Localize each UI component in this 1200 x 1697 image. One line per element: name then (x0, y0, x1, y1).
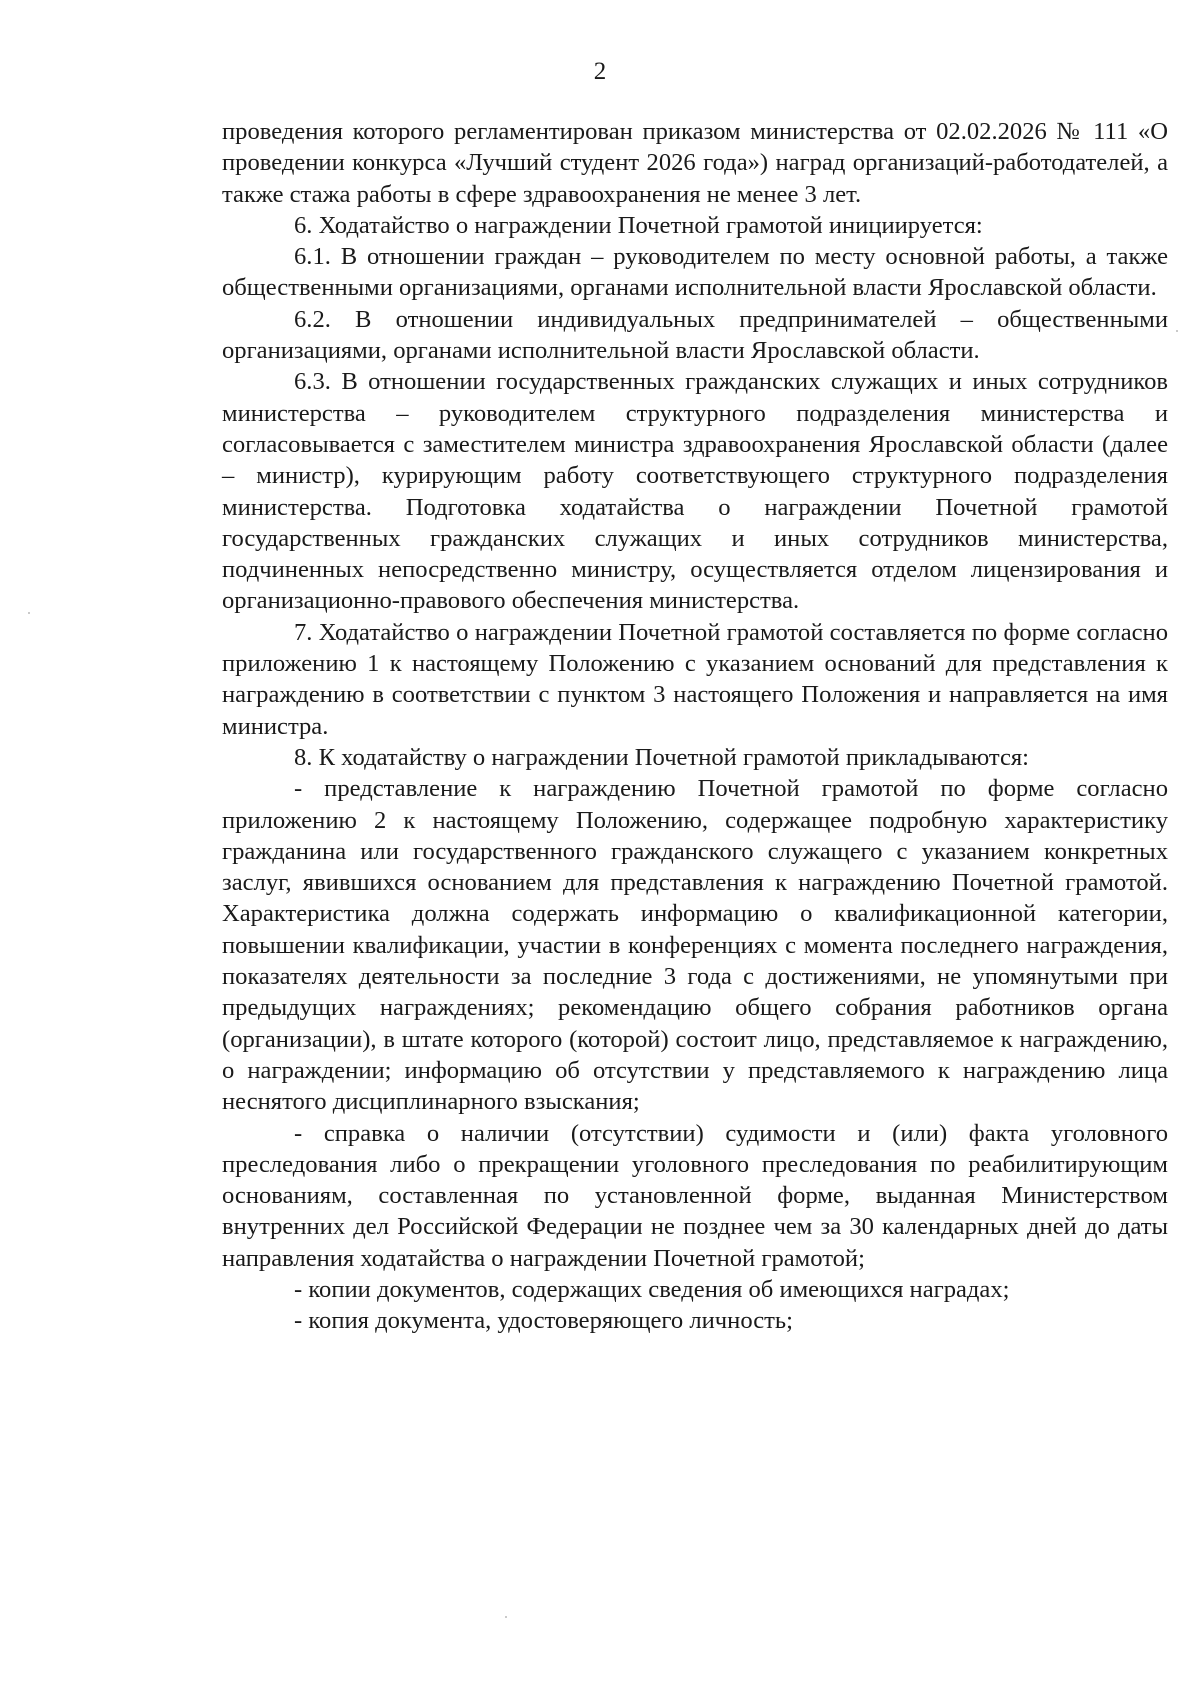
paragraph-6-3-civil-servants: 6.3. В отношении государственных гражданских служащих и иных сотрудников министерства – руководителем структурного подразделения министерства и согласовывается с заместителем министра здравоохранения Ярославской области (далее – министр), курирующим работу соответствующего структурного подразделения министерства. Подготовка ходатайства о награждении Почетной грамотой государственных гражданских служащих и иных сотрудников министерства, подчиненных непосредственно министру, осуществляется отделом лицензирования и организационно-правового обеспечения министерства. (222, 368, 1168, 615)
scan-artifact-dot (28, 612, 30, 614)
paragraph-7-petition-form: 7. Ходатайство о награждении Почетной грамотой составляется по форме согласно приложению 1 к настоящему Положению с указанием оснований для представления к награждению в соответствии с пунктом 3 настоящего Положения и направляется на имя министра. (222, 618, 1168, 740)
paragraph-8-attachments: 8. К ходатайству о награждении Почетной грамотой прикладываются: (294, 743, 1030, 771)
document-body (222, 116, 1168, 1337)
list-item-criminal-record-certificate: - справка о наличии (отсутствии) судимости и (или) факта уголовного преследования либо о прекращении уголовного преследования по реабилитирующим основаниям, составленная по установленной форме, выданная Министерством внутренних дел Российской Федерации не позднее чем за 30 календарных дней до даты направления ходатайства о награждении Почетной грамотой; (222, 1119, 1168, 1272)
list-item-identity-document-copy: - копия документа, удостоверяющего личность; (294, 1307, 793, 1335)
paragraph-6-petition-initiation: 6. Ходатайство о награждении Почетной грамотой инициируется: (294, 211, 983, 239)
list-item-award-documents-copies: - копии документов, содержащих сведения об имеющихся наградах; (294, 1275, 1010, 1303)
paragraph-award-criteria-continued: проведения которого регламентирован приказом министерства от 02.02.2026 № 111 «О проведении конкурса «Лучший студент 2026 года») наград организаций-работодателей, а также стажа работы в сфере здравоохранения не менее 3 лет. (222, 118, 1168, 208)
list-item-nomination-presentation: - представление к награждению Почетной грамотой по форме согласно приложению 2 к настоящему Положению, содержащее подробную характеристику гражданина или государственного гражданского служащего с указанием конкретных заслуг, явившихся основанием для представления к награждению Почетной грамотой. Характеристика должна содержать информацию о квалификационной категории, повышении квалификации, участии в конференциях с момента последнего награждения, показателях деятельности за последние 3 года с достижениями, не упомянутыми при предыдущих награждениях; рекомендацию общего собрания работников органа (организации), в штате которого (которой) состоит лицо, представляемое к награждению, о награждении; информацию об отсутствии у представляемого к награждению лица неснятого дисциплинарного взыскания; (222, 775, 1168, 1116)
page-number: 2 (593, 58, 607, 85)
scan-artifact-dot (505, 1616, 507, 1618)
scan-artifact-dot (1176, 330, 1178, 332)
paragraph-6-1-citizens: 6.1. В отношении граждан – руководителем по месту основной работы, а также общественными организациями, органами исполнительной власти Ярославской области. (222, 243, 1168, 302)
paragraph-6-2-entrepreneurs: 6.2. В отношении индивидуальных предпринимателей – общественными организациями, органами исполнительной власти Ярославской области. (222, 305, 1168, 365)
